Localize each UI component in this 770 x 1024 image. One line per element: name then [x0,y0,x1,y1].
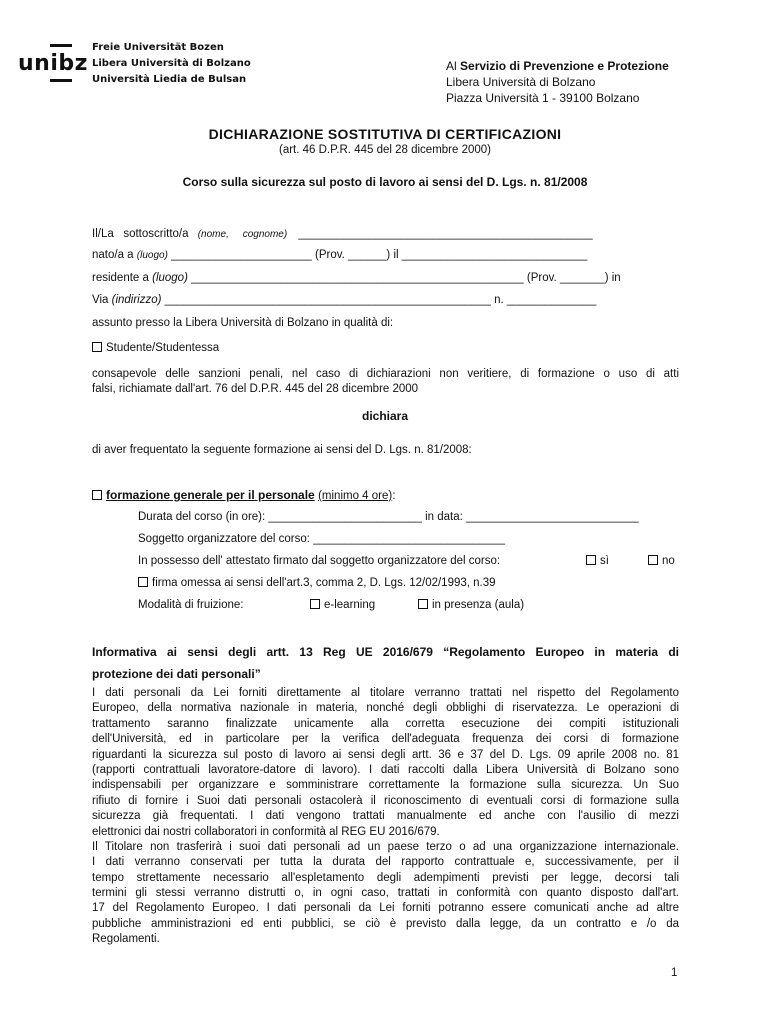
informativa-line: Regolamenti. [92,933,160,946]
recipient-prefix: Al [446,59,461,73]
birthdate-field[interactable]: _____________________________ [401,249,588,261]
informativa-line: I dati verranno conservati per tutta la durata del rapporto contrattuale e, successivamente, per il [92,856,679,869]
informativa-body [92,686,679,948]
informativa-line: elettronici dai nostri collaboratori in conformità al REG EU 2016/679. [92,825,440,838]
elearning-label: e-learning [324,599,376,611]
course-title: Corso sulla sicurezza sul posto di lavoro ai sensi del D. Lgs. n. 81/2008 [182,175,588,189]
logo-line-it: Libera Università di Bolzano [92,58,251,69]
document-title: DICHIARAZIONE SOSTITUTIVA DI CERTIFICAZIONI [208,126,562,142]
page-number: 1 [671,967,678,979]
modalita-label: Modalità di fruizione: [138,599,244,611]
presenza-label: in presenza (aula) [432,599,525,611]
informativa-line: riguardanti la sicurezza sul posto di lavoro ai sensi degli artt. 36 e 37 del D. Lgs. 09 aprile 2008 no. 81 [92,748,679,761]
formazione-label: formazione generale per il personale [106,488,315,502]
residence-field[interactable]: ____________________________________________________ [191,272,524,284]
student-label: Studente/Studentessa [106,342,220,354]
street-field[interactable]: ___________________________________________________ [164,294,491,306]
informativa-line: I dati personali da Lei forniti direttamente al titolare verranno trattati nel rispetto del Regolamento [92,687,679,699]
residence-hint: (luogo) [152,272,188,284]
recipient-university: Libera Università di Bolzano [446,75,596,89]
informativa-line: trattamento saranno finalizzate unicamente alla corretta esecuzione dei compiti istituzionali [92,717,679,730]
informativa-line: indispensabili per organizzare e somministrare correttamente la formazione sulla sicurezza. Un Suo [92,779,679,792]
employment-line: assunto presso la Libera Università di Bolzano in qualità di: [92,317,394,329]
dichiara-heading: dichiara [361,409,409,423]
birthplace-field[interactable]: ______________________ [171,249,312,261]
consapevole-line: falsi, richiamate dall'art. 76 del D.P.R. 445 del 28 dicembre 2000 [92,383,419,396]
frequentato-line: di aver frequentato la seguente formazione ai sensi del D. Lgs. n. 81/2008: [92,444,472,456]
residence-label: residente a [92,272,149,284]
informativa-line: 17 del Regolamento Europeo. I dati personali da Lei forniti potranno essere comunicati anche ad altre [92,902,679,915]
elearning-checkbox[interactable] [310,599,320,609]
presenza-checkbox[interactable] [418,599,428,609]
no-checkbox[interactable] [648,555,658,565]
informativa-line: Europeo, della normativa nazionale in materia, nonché degli obblighi di riservatezza. Le operazioni di [92,702,679,715]
informativa-line: rifiuto di fornire i Suoi dati personali ostacolerà il riconoscimento di eventuali corsi di formazione sulla [92,794,679,807]
formazione-colon: : [392,488,396,502]
durata-row[interactable]: Durata del corso (in ore): ________________________ in data: ___________________________ [138,511,639,523]
logo-line-de: Freie Universität Bozen [92,42,224,53]
logo-wordmark: unibz [18,51,88,76]
attestato-yes-option[interactable] [586,555,609,567]
soggetto-row[interactable]: Soggetto organizzatore del corso: ______________________________ [138,533,506,545]
recipient-office: Servizio di Prevenzione e Protezione [460,59,669,73]
yes-checkbox[interactable] [586,555,596,565]
recipient-address: Piazza Università 1 - 39100 Bolzano [446,91,640,105]
informativa-line: termini gli stessi verranno distrutti o, in ogni caso, trattati in conformità con quanto disposto dall'art. [92,887,679,900]
birth-hint: (luogo) [136,250,168,261]
informativa-line: sicurezza già frequentati. I dati vengono trattati manualmente ed anche con l'ausilio di mezzi [92,810,679,823]
informativa-title-line: protezione dei dati personali” [92,667,261,681]
logo-bar-bottom [50,79,72,82]
informativa-line: tempo strettamente necessario all'espletamento degli adempimenti previsti per legge, decorsi tali [92,871,679,884]
name-row [92,228,593,240]
document-subtitle: (art. 46 D.P.R. 445 del 28 dicembre 2000) [278,144,492,156]
attestato-question: In possesso dell' attestato firmato dal soggetto organizzatore del corso: [138,555,501,567]
informativa-title [92,641,679,685]
formazione-min-hours: (minimo 4 ore) [318,490,393,502]
address-hint: (indirizzo) [111,294,162,306]
logo-line-lld: Università Liedia de Bulsan [92,74,247,85]
informativa-line: pubbliche amministrazioni ed enti pubblici, se ciò è previsto dalla legge, da un contratto e /o da [92,917,679,930]
firma-label: firma omessa ai sensi dell'art.3, comma 2, D. Lgs. 12/02/1993, n.39 [152,577,496,589]
address-row [92,294,596,306]
formazione-option[interactable] [92,488,396,502]
recipient-name [446,59,669,73]
name-hint: (nome, cognome) [197,229,288,240]
birth-label: nato/a a [92,249,134,261]
residence-province-field[interactable]: (Prov. _______) in [526,272,621,284]
informativa-title-line: Informativa ai sensi degli artt. 13 Reg UE 2016/679 “Regolamento Europeo in materia di [92,645,679,659]
informativa-line: (rapporti contrattuali lavoratore-datore di lavoro). I dati raccolti dalla Libera Università di Bolzano sono [92,763,679,776]
informativa-line: Il Titolare non trasferirà i suoi dati personali ad un paese terzo o ad una organizzazione internazionale. [92,840,679,853]
name-field[interactable]: ______________________________________________ [298,228,593,240]
no-label: no [662,555,675,567]
birth-province-date[interactable]: (Prov. ______) il [315,249,399,261]
residence-row [92,272,621,284]
consapevole-line: consapevole delle sanzioni penali, nel caso di dichiarazioni non veritiere, di formazione o uso di atti [92,368,679,380]
student-option[interactable] [92,342,219,354]
informativa-line: dell'Università, ed in particolare per la verifica dell'adeguata frequenza dei corsi di formazione [92,733,679,746]
formazione-checkbox[interactable] [92,490,102,500]
student-checkbox[interactable] [92,342,102,352]
logo-bar-top [50,44,72,47]
elearning-option[interactable] [310,599,375,611]
birth-row [92,249,587,261]
address-label: Via [92,294,109,306]
consapevole-paragraph [92,367,679,398]
attestato-no-option[interactable] [648,555,675,567]
yes-label: sì [600,555,609,567]
firma-omessa-option[interactable] [138,577,496,589]
firma-checkbox[interactable] [138,577,148,587]
presenza-option[interactable] [418,599,524,611]
house-number-field[interactable]: n. ______________ [494,294,597,306]
name-label: Il/La sottoscritto/a [92,228,189,240]
